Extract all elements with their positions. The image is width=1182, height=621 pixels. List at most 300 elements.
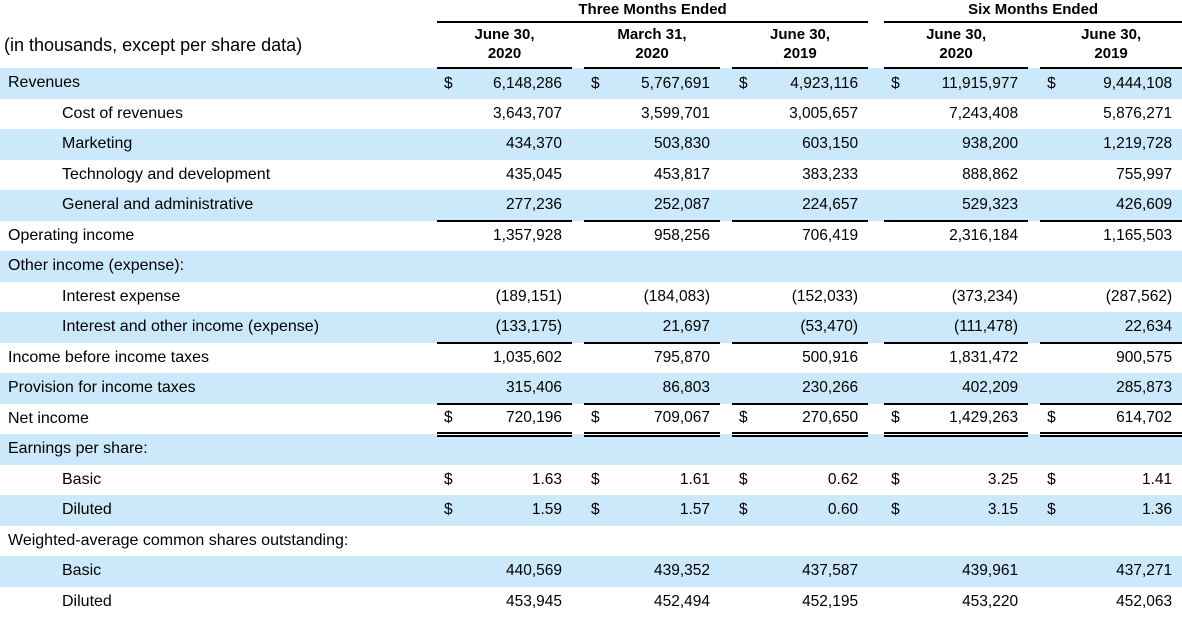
value-cell: 453,817 [653, 165, 710, 183]
dollar-sign-cell [884, 190, 910, 221]
dollar-sign-cell [1040, 373, 1066, 404]
value-cell: 437,587 [758, 556, 868, 587]
dollar-sign-cell [1040, 556, 1066, 587]
dollar-sign-cell: $ [732, 495, 758, 526]
dollar-sign-cell [1040, 343, 1066, 374]
value-cell: 6,148,286 [463, 68, 572, 99]
value-cell: 270,650 [758, 404, 868, 435]
column-spacer [572, 343, 584, 374]
column-spacer [1028, 434, 1040, 465]
dollar-sign-cell [437, 556, 463, 587]
value-cell: 603,150 [758, 129, 868, 160]
dollar-sign-cell [732, 312, 758, 343]
value-cell: 2,316,184 [949, 227, 1019, 245]
column-spacer [868, 129, 884, 160]
dollar-sign-cell: $ [1040, 68, 1066, 99]
column-spacer [720, 312, 732, 343]
column-spacer [1028, 160, 1040, 191]
value-cell: 1,219,728 [1066, 129, 1182, 160]
dollar-sign-cell [884, 251, 910, 282]
column-spacer [868, 312, 884, 343]
column-spacer [720, 526, 732, 557]
row-label: Provision for income taxes [0, 373, 437, 404]
dollar-sign-cell [584, 282, 610, 313]
column-spacer [868, 282, 884, 313]
row-label: Earnings per share: [0, 434, 437, 465]
dollar-sign-cell [1040, 221, 1066, 252]
dollar-sign-cell [584, 312, 610, 343]
column-spacer [1028, 373, 1040, 404]
value-cell: 1.57 [610, 495, 720, 526]
row-label: Basic [0, 556, 437, 587]
column-spacer [572, 434, 584, 465]
value-cell: (133,175) [463, 312, 572, 343]
column-spacer [1028, 99, 1040, 130]
dollar-sign-cell [732, 373, 758, 404]
value-cell: 439,352 [610, 556, 720, 587]
value-cell [758, 251, 868, 282]
column-spacer [572, 556, 584, 587]
column-spacer [868, 251, 884, 282]
value-cell: (189,151) [495, 287, 562, 305]
dollar-sign-cell [1040, 99, 1066, 130]
table-row [0, 434, 1182, 465]
value-cell: (373,234) [951, 287, 1019, 305]
column-spacer [572, 99, 584, 130]
row-label: Diluted [62, 592, 112, 610]
column-spacer [868, 22, 884, 68]
column-spacer [720, 465, 732, 496]
dollar-sign-cell [884, 343, 910, 374]
column-spacer [1028, 190, 1040, 221]
value-cell [610, 251, 720, 282]
value-cell: 22,634 [1066, 312, 1182, 343]
period-group-header-row [0, 0, 1182, 22]
dollar-sign-cell: $ [437, 404, 463, 435]
dollar-sign-cell [732, 190, 758, 221]
column-spacer [720, 587, 732, 618]
column-spacer [1028, 587, 1040, 618]
dollar-sign-cell [437, 434, 463, 465]
value-cell: 755,997 [1116, 165, 1173, 183]
column-spacer [720, 373, 732, 404]
value-cell [463, 526, 572, 557]
column-spacer [572, 190, 584, 221]
value-cell [910, 434, 1028, 465]
dollar-sign-cell: $ [884, 495, 910, 526]
column-spacer [1028, 495, 1040, 526]
value-cell [1066, 526, 1182, 557]
column-spacer [572, 465, 584, 496]
value-cell: 900,575 [1116, 349, 1173, 367]
column-spacer [720, 129, 732, 160]
column-header-jun30-2020-q: June 30, 2020 [437, 22, 572, 68]
table-row [0, 282, 1182, 313]
value-cell: 888,862 [962, 165, 1019, 183]
value-cell: 435,045 [505, 165, 562, 183]
dollar-sign-cell: $ [884, 404, 910, 435]
column-spacer [868, 556, 884, 587]
value-cell: 439,961 [910, 556, 1028, 587]
value-cell: 5,767,691 [610, 68, 720, 99]
dollar-sign-cell [1040, 282, 1066, 313]
dollar-sign-cell [437, 160, 463, 191]
dollar-sign-cell [437, 99, 463, 130]
dollar-sign-cell [1040, 526, 1066, 557]
value-cell: 1.36 [1066, 495, 1182, 526]
value-cell: 709,067 [610, 404, 720, 435]
row-label: Technology and development [62, 165, 271, 183]
value-cell [610, 526, 720, 557]
dollar-sign-cell [732, 526, 758, 557]
value-cell: 277,236 [463, 190, 572, 221]
row-label: Basic [62, 470, 102, 488]
column-spacer [1028, 465, 1040, 496]
dollar-sign-cell: $ [1047, 470, 1056, 488]
table-row [0, 587, 1182, 618]
row-label: Revenues [0, 68, 437, 99]
value-cell: 3,643,707 [493, 104, 562, 122]
value-cell: 1.63 [531, 470, 562, 488]
column-header-jun30-2019-h: June 30, 2019 [1040, 22, 1182, 68]
value-cell: 21,697 [610, 312, 720, 343]
column-spacer [720, 343, 732, 374]
table-row [0, 221, 1182, 252]
row-label: Operating income [8, 226, 135, 244]
column-spacer [572, 526, 584, 557]
column-spacer [1028, 526, 1040, 557]
column-spacer [868, 404, 884, 435]
date-header-row [0, 22, 1182, 68]
value-cell: 452,494 [653, 592, 710, 610]
column-spacer [720, 434, 732, 465]
dollar-sign-cell: $ [891, 470, 900, 488]
row-label: Interest and other income (expense) [0, 312, 437, 343]
column-spacer [868, 221, 884, 252]
dollar-sign-cell [584, 129, 610, 160]
value-cell: 11,915,977 [910, 68, 1028, 99]
dollar-sign-cell [437, 129, 463, 160]
dollar-sign-cell [437, 221, 463, 252]
column-spacer [720, 404, 732, 435]
value-cell: (152,033) [791, 287, 859, 305]
column-header-jun30-2019-q: June 30, 2019 [732, 22, 868, 68]
dollar-sign-cell [732, 556, 758, 587]
value-cell: 86,803 [610, 373, 720, 404]
dollar-sign-cell: $ [732, 404, 758, 435]
table-row [0, 465, 1182, 496]
column-spacer [868, 190, 884, 221]
dollar-sign-cell [584, 373, 610, 404]
column-spacer [572, 312, 584, 343]
value-cell: 958,256 [653, 227, 710, 245]
dollar-sign-cell [584, 556, 610, 587]
value-cell: 1.41 [1141, 470, 1173, 488]
dollar-sign-cell [884, 434, 910, 465]
dollar-sign-cell [1040, 190, 1066, 221]
column-spacer [572, 68, 584, 99]
column-spacer [572, 587, 584, 618]
column-spacer [720, 556, 732, 587]
dollar-sign-cell [437, 587, 463, 618]
dollar-sign-cell [884, 282, 910, 313]
column-spacer [868, 587, 884, 618]
column-spacer [572, 251, 584, 282]
dollar-sign-cell [884, 526, 910, 557]
dollar-sign-cell: $ [584, 404, 610, 435]
value-cell: 503,830 [610, 129, 720, 160]
table-row [0, 68, 1182, 99]
value-cell [463, 251, 572, 282]
value-cell: 614,702 [1066, 404, 1182, 435]
column-spacer [572, 221, 584, 252]
dollar-sign-cell [1040, 129, 1066, 160]
value-cell: 529,323 [910, 190, 1028, 221]
dollar-sign-cell [884, 373, 910, 404]
value-cell [910, 526, 1028, 557]
value-cell: 437,271 [1066, 556, 1182, 587]
dollar-sign-cell: $ [1040, 404, 1066, 435]
dollar-sign-cell [732, 251, 758, 282]
period-group-three-months: Three Months Ended [437, 0, 868, 22]
column-spacer [1028, 129, 1040, 160]
value-cell: 1,429,263 [910, 404, 1028, 435]
value-cell: 440,569 [463, 556, 572, 587]
dollar-sign-cell: $ [444, 470, 453, 488]
value-cell [758, 434, 868, 465]
value-cell: 0.60 [758, 495, 868, 526]
header-blank-cell [0, 0, 437, 22]
row-label: Other income (expense): [0, 251, 437, 282]
column-spacer [1028, 22, 1040, 68]
dollar-sign-cell [584, 434, 610, 465]
column-spacer [572, 22, 584, 68]
value-cell: 315,406 [463, 373, 572, 404]
dollar-sign-cell [584, 160, 610, 191]
value-cell: 383,233 [802, 165, 859, 183]
column-spacer [572, 282, 584, 313]
dollar-sign-cell [584, 99, 610, 130]
value-cell: (287,562) [1105, 287, 1173, 305]
row-label: Diluted [0, 495, 437, 526]
column-spacer [720, 190, 732, 221]
value-cell [1066, 434, 1182, 465]
dollar-sign-cell [732, 221, 758, 252]
column-spacer [868, 373, 884, 404]
dollar-sign-cell [732, 99, 758, 130]
dollar-sign-cell: $ [437, 68, 463, 99]
row-label: General and administrative [0, 190, 437, 221]
dollar-sign-cell [437, 373, 463, 404]
dollar-sign-cell [584, 343, 610, 374]
value-cell: 5,876,271 [1103, 104, 1173, 122]
dollar-sign-cell [584, 526, 610, 557]
dollar-sign-cell [437, 526, 463, 557]
value-cell: 230,266 [758, 373, 868, 404]
value-cell: (184,083) [643, 287, 710, 305]
dollar-sign-cell [437, 282, 463, 313]
dollar-sign-cell [732, 587, 758, 618]
period-group-six-months: Six Months Ended [884, 0, 1182, 22]
table-row [0, 160, 1182, 191]
dollar-sign-cell [437, 190, 463, 221]
column-spacer [720, 221, 732, 252]
dollar-sign-cell [584, 251, 610, 282]
column-spacer [720, 282, 732, 313]
column-spacer [720, 68, 732, 99]
row-label: Weighted-average common shares outstanding: [8, 531, 349, 549]
row-label: Net income [8, 409, 89, 427]
value-cell: 3,005,657 [789, 104, 859, 122]
dollar-sign-cell [884, 556, 910, 587]
column-spacer [572, 160, 584, 191]
dollar-sign-cell: $ [437, 495, 463, 526]
dollar-sign-cell [884, 99, 910, 130]
dollar-sign-cell [884, 587, 910, 618]
table-row [0, 99, 1182, 130]
value-cell: 426,609 [1066, 190, 1182, 221]
value-cell: (111,478) [910, 312, 1028, 343]
column-spacer [868, 495, 884, 526]
dollar-sign-cell [884, 129, 910, 160]
value-cell: 1,831,472 [949, 349, 1019, 367]
dollar-sign-cell [732, 343, 758, 374]
dollar-sign-cell [1040, 251, 1066, 282]
table-row [0, 495, 1182, 526]
value-cell: 4,923,116 [758, 68, 868, 99]
column-spacer [868, 160, 884, 191]
column-spacer [572, 129, 584, 160]
column-spacer [1028, 68, 1040, 99]
dollar-sign-cell: $ [584, 68, 610, 99]
dollar-sign-cell [437, 251, 463, 282]
value-cell: 938,200 [910, 129, 1028, 160]
column-spacer [868, 68, 884, 99]
column-spacer [1028, 404, 1040, 435]
dollar-sign-cell [1040, 312, 1066, 343]
column-spacer [868, 0, 884, 22]
value-cell [910, 251, 1028, 282]
value-cell [463, 434, 572, 465]
dollar-sign-cell [732, 282, 758, 313]
value-cell: (53,470) [758, 312, 868, 343]
dollar-sign-cell [884, 312, 910, 343]
column-spacer [1028, 282, 1040, 313]
column-spacer [720, 251, 732, 282]
value-cell: 452,195 [802, 592, 859, 610]
table-row [0, 312, 1182, 343]
value-cell: 720,196 [463, 404, 572, 435]
value-cell: 285,873 [1066, 373, 1182, 404]
column-spacer [720, 495, 732, 526]
value-cell: 1.61 [679, 470, 710, 488]
value-cell: 706,419 [802, 227, 859, 245]
table-caption: (in thousands, except per share data) [4, 34, 303, 55]
table-row [0, 526, 1182, 557]
value-cell: 500,916 [802, 349, 859, 367]
column-spacer [720, 22, 732, 68]
table-row [0, 129, 1182, 160]
dollar-sign-cell [732, 129, 758, 160]
dollar-sign-cell: $ [584, 495, 610, 526]
table-row [0, 251, 1182, 282]
column-spacer [572, 373, 584, 404]
value-cell: 9,444,108 [1066, 68, 1182, 99]
dollar-sign-cell [437, 312, 463, 343]
dollar-sign-cell: $ [732, 68, 758, 99]
column-spacer [1028, 221, 1040, 252]
dollar-sign-cell: $ [591, 470, 600, 488]
value-cell: 224,657 [758, 190, 868, 221]
value-cell: 0.62 [827, 470, 859, 488]
dollar-sign-cell [1040, 160, 1066, 191]
column-spacer [868, 343, 884, 374]
table-row [0, 190, 1182, 221]
row-label: Interest expense [62, 287, 181, 305]
column-spacer [868, 434, 884, 465]
column-spacer [868, 526, 884, 557]
dollar-sign-cell: $ [884, 68, 910, 99]
row-label: Income before income taxes [8, 348, 209, 366]
value-cell: 3.15 [910, 495, 1028, 526]
value-cell: 1.59 [463, 495, 572, 526]
dollar-sign-cell [584, 587, 610, 618]
column-spacer [720, 99, 732, 130]
dollar-sign-cell [884, 221, 910, 252]
value-cell: 795,870 [653, 349, 710, 367]
row-label: Marketing [0, 129, 437, 160]
column-spacer [572, 404, 584, 435]
dollar-sign-cell [584, 221, 610, 252]
value-cell [758, 526, 868, 557]
column-spacer [1028, 343, 1040, 374]
table-body [0, 68, 1182, 617]
dollar-sign-cell [732, 434, 758, 465]
column-header-mar31-2020-q: March 31, 2020 [584, 22, 720, 68]
value-cell: 1,035,602 [493, 349, 562, 367]
value-cell: 453,220 [962, 592, 1019, 610]
table-row [0, 556, 1182, 587]
column-spacer [1028, 251, 1040, 282]
table-row [0, 373, 1182, 404]
row-label: Cost of revenues [62, 104, 183, 122]
dollar-sign-cell: $ [739, 470, 748, 488]
value-cell: 402,209 [910, 373, 1028, 404]
value-cell [610, 434, 720, 465]
dollar-sign-cell [732, 160, 758, 191]
value-cell: 3.25 [987, 470, 1019, 488]
dollar-sign-cell [1040, 587, 1066, 618]
column-spacer [572, 495, 584, 526]
dollar-sign-cell [1040, 434, 1066, 465]
value-cell [1066, 251, 1182, 282]
dollar-sign-cell [884, 160, 910, 191]
column-spacer [1028, 556, 1040, 587]
dollar-sign-cell [584, 190, 610, 221]
value-cell: 452,063 [1116, 592, 1173, 610]
column-spacer [1028, 312, 1040, 343]
value-cell: 453,945 [505, 592, 562, 610]
table-row [0, 404, 1182, 435]
value-cell: 1,357,928 [493, 227, 562, 245]
value-cell: 1,165,503 [1103, 227, 1173, 245]
table-row [0, 343, 1182, 374]
column-spacer [868, 99, 884, 130]
value-cell: 434,370 [463, 129, 572, 160]
column-spacer [868, 465, 884, 496]
value-cell: 3,599,701 [641, 104, 710, 122]
value-cell: 7,243,408 [949, 104, 1019, 122]
